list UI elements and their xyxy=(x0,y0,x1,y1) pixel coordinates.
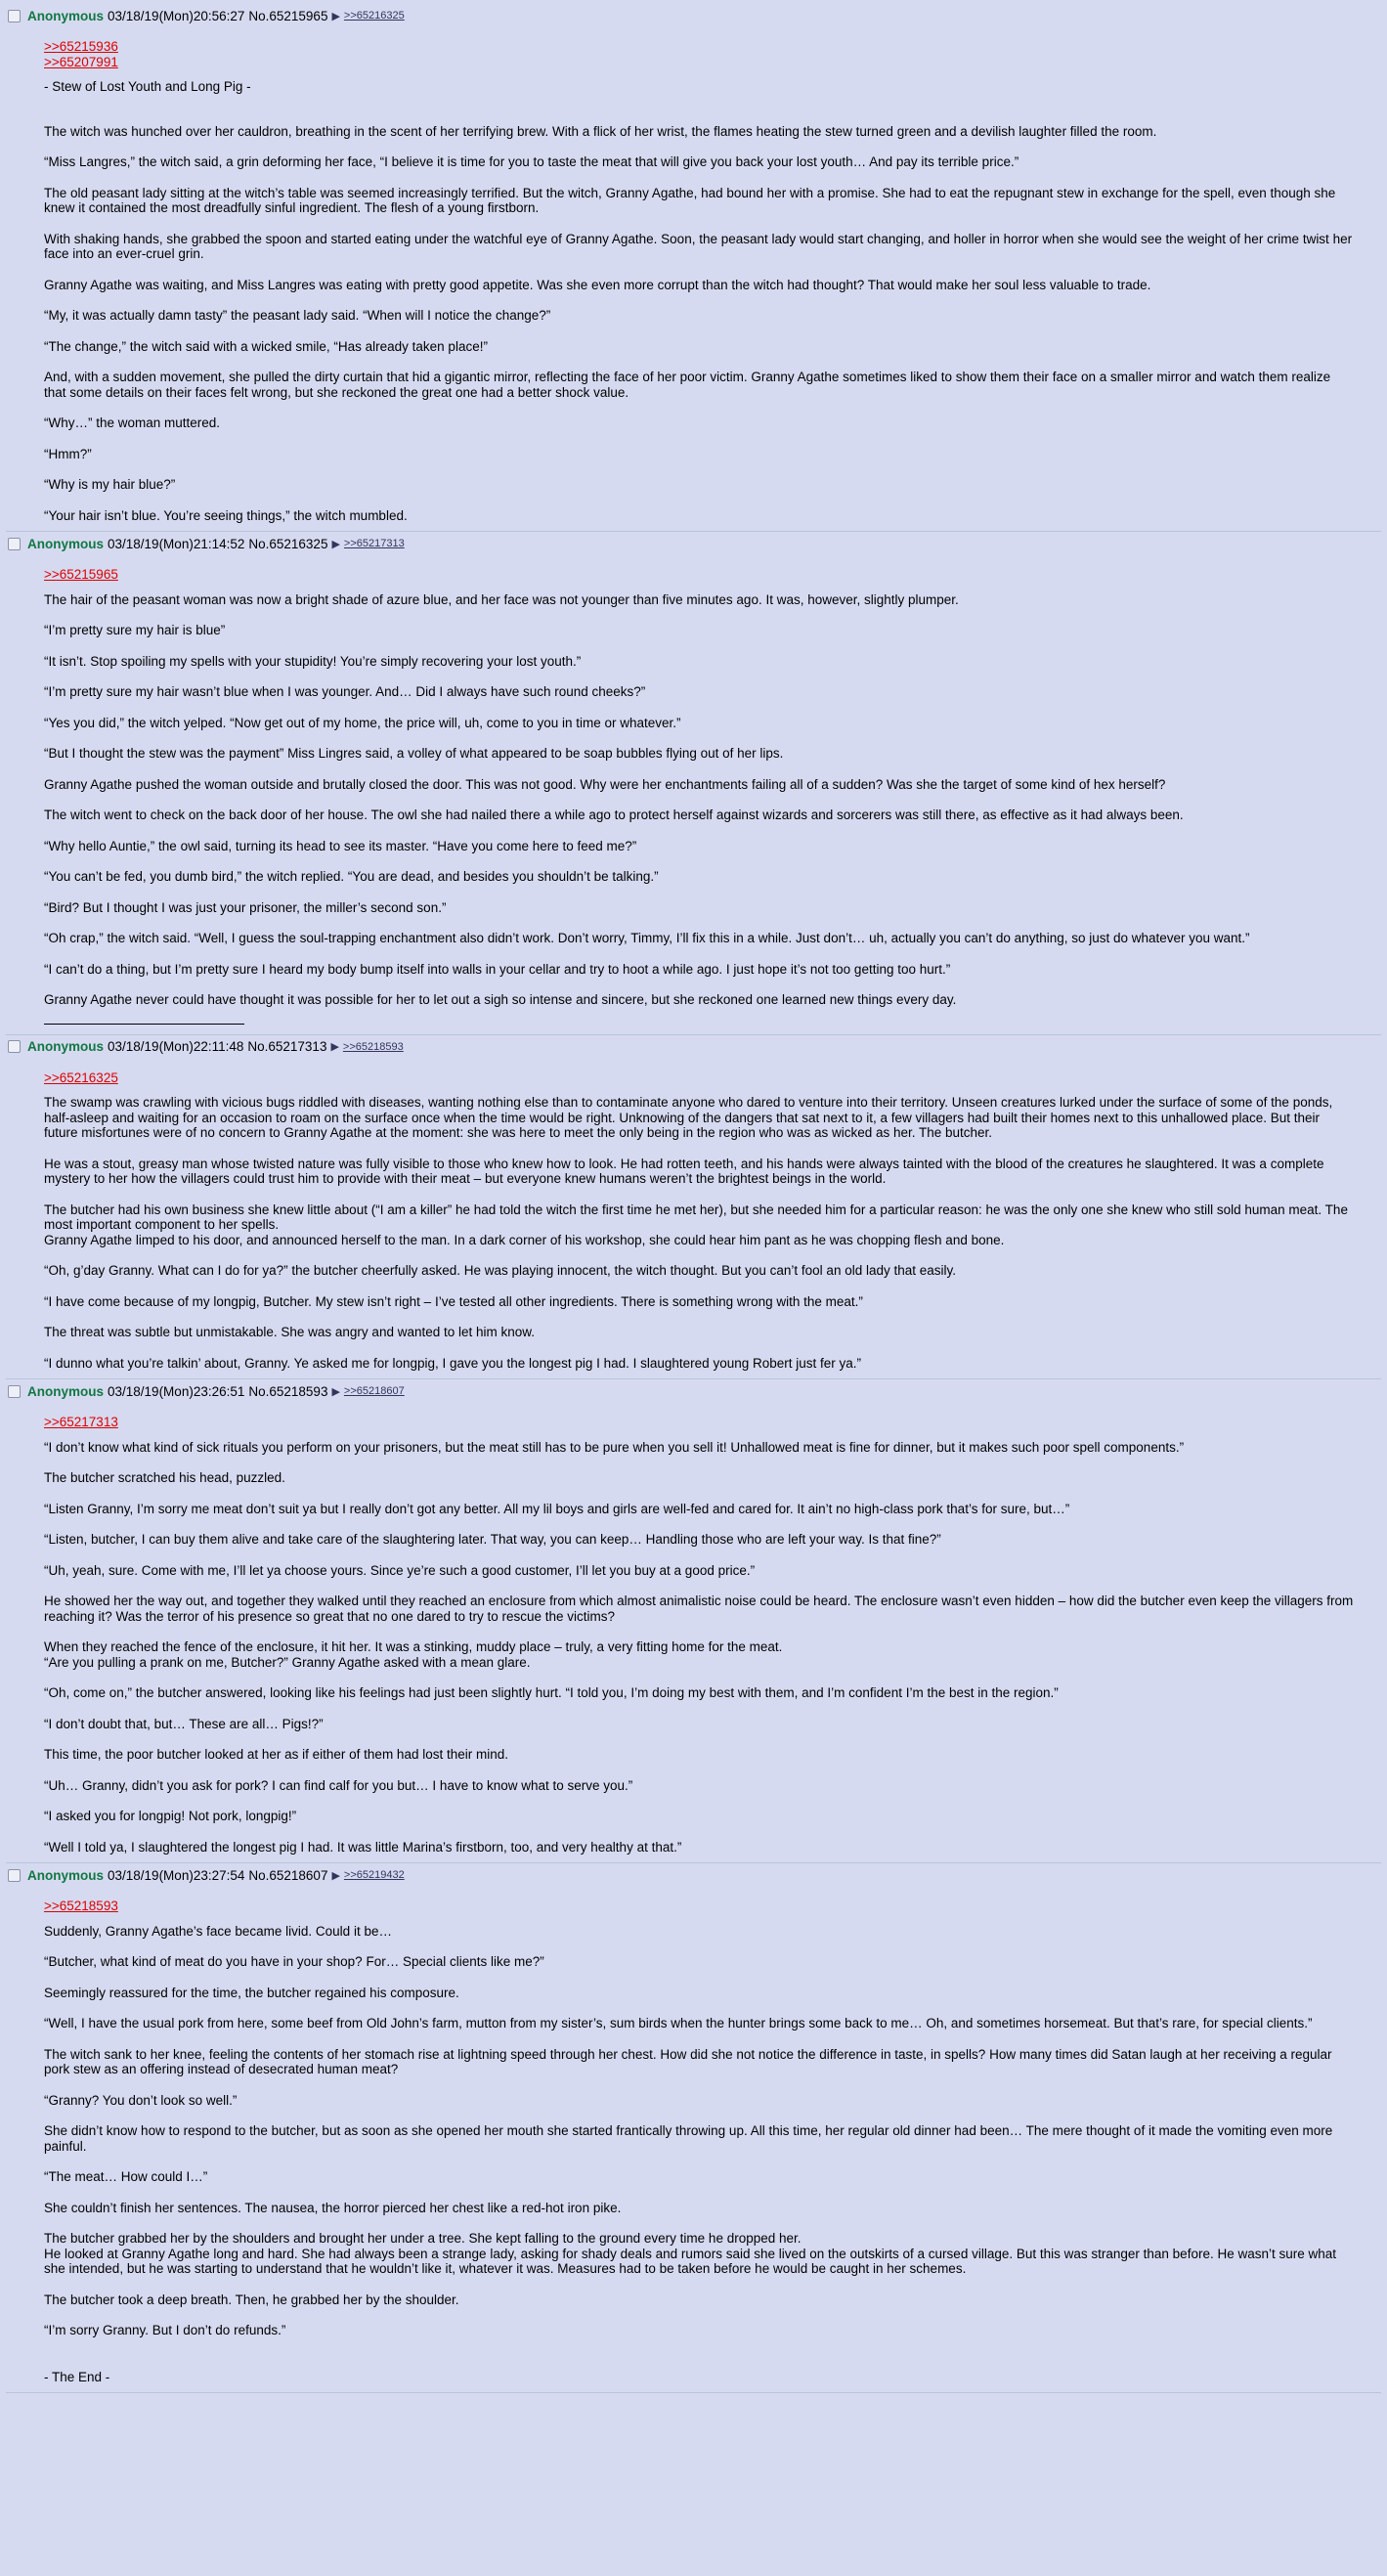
post-paragraph: “Uh, yeah, sure. Come with me, I’ll let ya choose yours. Since ye’re such a good customer, I’ll let you buy at a good price.” xyxy=(44,1562,756,1578)
post-paragraph: The threat was subtle but unmistakable. She was angry and wanted to let him know. xyxy=(44,1325,536,1339)
post-body xyxy=(44,1885,1354,2384)
post-paragraph: “I’m sorry Granny. But I don’t do refunds.” xyxy=(44,2323,286,2337)
post-paragraph: Granny Agathe was waiting, and Miss Langres was eating with pretty good appetite. Was she even more corrupt than the witch had thought? That would make her soul less valuable to trade. xyxy=(44,277,1151,292)
backlink[interactable]: >>65218593 xyxy=(342,1040,404,1053)
post-paragraph: Granny Agathe never could have thought it was possible for her to let out a sigh so intense and sincere, but she reckoned one learned new things every day. xyxy=(44,992,957,1007)
post-body xyxy=(44,1401,1354,1855)
post-paragraph: And, with a sudden movement, she pulled the dirty curtain that hid a gigantic mirror, reflecting the face of her poor victim. Granny Agathe sometimes liked to show them their face on a smaller mirror and watch them realize that some details on their faces felt wrong, but she reckoned the great one had a better shock value. xyxy=(44,370,1331,400)
post-paragraph: “I dunno what you’re talkin’ about, Granny. Ye asked me for longpig, I gave you the longest pig I had. I slaughtered young Robert just fer ya.” xyxy=(44,1355,862,1371)
post-number[interactable]: No.65218593 xyxy=(248,1383,328,1399)
post-paragraph: The witch was hunched over her cauldron, breathing in the scent of her terrifying brew. With a flick of her wrist, the flames heating the stew turned green and a devilish laughter filled the room. xyxy=(44,123,1157,139)
post-paragraph: “The meat… How could I…” xyxy=(44,2169,208,2184)
post-paragraph: “My, it was actually damn tasty” the peasant lady said. “When will I notice the change?” xyxy=(44,308,551,323)
post-number[interactable]: No.65216325 xyxy=(248,536,328,551)
post xyxy=(6,1035,1381,1380)
post-number[interactable]: No.65217313 xyxy=(247,1039,327,1054)
menu-triangle-icon[interactable]: ▶ xyxy=(331,538,340,550)
post-checkbox[interactable] xyxy=(8,1040,21,1053)
post-paragraph: The swamp was crawling with vicious bugs riddled with diseases, wanting nothing else than to contaminate anyone who dared to venture into their territory. Unseen creatures lurked under the surface of some of the ponds, half-asleep and waiting for an occasion to roam on the surface once when the time would be right. Unknowing of the dangers that sat next to it, a few villagers had built their homes next to this unhallowed place. But their future misfortunes were of no concern to Granny Agathe at the moment: she was here to meet the only being in the region who was as wicked as her. The butcher. xyxy=(44,1095,1333,1140)
quote-link[interactable]: >>65218593 xyxy=(44,1899,118,1913)
post-paragraph: “Why hello Auntie,” the owl said, turning its head to see its master. “Have you come here to feed me?” xyxy=(44,838,637,853)
backlink[interactable]: >>65219432 xyxy=(343,1869,405,1881)
post-paragraph: Seemingly reassured for the time, the butcher regained his composure. xyxy=(44,1985,459,2000)
quote-link[interactable]: >>65217313 xyxy=(44,1415,118,1429)
post-paragraph: “Why is my hair blue?” xyxy=(44,477,176,492)
post-paragraph: “Your hair isn’t blue. You’re seeing things,” the witch mumbled. xyxy=(44,507,408,523)
post-paragraph: He was a stout, greasy man whose twisted nature was fully visible to those who knew how to look. He had rotten teeth, and his hands were always tainted with the blood of the creatures he slaughtered. It was a complete mystery to her how the villagers could trust him to provide with their meat – but everyone knew humans weren’t the brightest beings in the world. xyxy=(44,1156,1324,1186)
post-paragraph: When they reached the fence of the enclosure, it hit her. It was a stinking, muddy place – truly, a very fitting home for the meat. “Are you pulling a prank on me, Butcher?” Granny Agathe asked with a mean glare. xyxy=(44,1639,783,1670)
post-paragraph: Granny Agathe pushed the woman outside and brutally closed the door. This was not good. Why were her enchantments failing all of a sudden? Was she the target of some kind of hex herself? xyxy=(44,776,1166,792)
post xyxy=(6,1863,1381,2393)
post-paragraph: “Well I told ya, I slaughtered the longest pig I had. It was little Marina’s firstborn, too, and very healthy at that.” xyxy=(44,1839,682,1855)
post-paragraph: The butcher took a deep breath. Then, he grabbed her by the shoulder. xyxy=(44,2292,459,2307)
post-paragraph: “Granny? You don’t look so well.” xyxy=(44,2092,238,2108)
post xyxy=(6,1379,1381,1863)
post-paragraph: With shaking hands, she grabbed the spoon and started eating under the watchful eye of Granny Agathe. Soon, the peasant lady would start changing, and holler in horror when she would see the weight of her crime twist her face into an ever-cruel grin. xyxy=(44,231,1353,261)
post-paragraph: She couldn’t finish her sentences. The nausea, the horror pierced her chest like a red-hot iron pike. xyxy=(44,2200,622,2215)
post-paragraph: “Well, I have the usual pork from here, some beef from Old John’s farm, mutton from my sister’s, sum birds when the hunter brings some back to me… Oh, and sometimes horsemeat. But that’s rare, for special clients.” xyxy=(44,2016,1313,2030)
post-paragraph: “But I thought the stew was the payment” Miss Lingres said, a volley of what appeared to be soap bubbles flying out of her lips. xyxy=(44,746,784,761)
post-header xyxy=(6,534,1381,553)
post-paragraph: “I can’t do a thing, but I’m pretty sure I heard my body bump itself into walls in your cellar and try to hoot a while ago. I just hope it’s not too getting too hurt.” xyxy=(44,961,951,977)
post-header xyxy=(6,1381,1381,1401)
post-paragraph: She didn’t know how to respond to the butcher, but as soon as she opened her mouth she started frantically throwing up. All this time, her regular old dinner had been… The mere thought of it made the vomiting even more painful. xyxy=(44,2123,1333,2154)
post-number[interactable]: No.65215965 xyxy=(248,8,328,23)
post-paragraph: - The End - xyxy=(44,2369,110,2384)
post-number[interactable]: No.65218607 xyxy=(248,1867,328,1883)
post-paragraph: Suddenly, Granny Agathe’s face became livid. Could it be… xyxy=(44,1923,392,1939)
post-paragraph: “Why…” the woman muttered. xyxy=(44,415,221,430)
post-paragraph: The old peasant lady sitting at the witch’s table was seemed increasingly terrified. But the witch, Granny Agathe, had bound her with a promise. She had to eat the repugnant stew in exchange for the spell, even though she knew it contained the most dreadfully sinful ingredient. The flesh of a young firstborn. xyxy=(44,185,1336,215)
quote-link[interactable]: >>65215965 xyxy=(44,567,118,582)
menu-triangle-icon[interactable]: ▶ xyxy=(331,1869,340,1882)
post-datetime: 03/18/19(Mon)22:11:48 xyxy=(108,1039,244,1054)
post-datetime: 03/18/19(Mon)21:14:52 xyxy=(108,536,245,551)
post-paragraph: “I’m pretty sure my hair is blue” xyxy=(44,623,226,637)
post-datetime: 03/18/19(Mon)23:27:54 xyxy=(108,1867,245,1883)
post-paragraph: “Listen Granny, I’m sorry me meat don’t suit ya but I really don’t got any better. All my lil boys and girls are well-fed and cared for. It ain’t no high-class pork that’s for sure, but…” xyxy=(44,1501,1070,1516)
post-paragraph: “Oh crap,” the witch said. “Well, I guess the soul-trapping enchantment also didn’t work. Don’t worry, Timmy, I’ll fix this in a while. Just don’t… uh, actually you can’t do anything, so just do whatever you want.” xyxy=(44,931,1250,945)
post-paragraph: The hair of the peasant woman was now a bright shade of azure blue, and her face was not younger than five minutes ago. It was, however, slightly plumper. xyxy=(44,591,959,607)
poster-name: Anonymous xyxy=(27,536,105,551)
post-checkbox[interactable] xyxy=(8,538,21,550)
quote-link[interactable]: >>65207991 xyxy=(44,54,118,69)
post-paragraph: “I asked you for longpig! Not pork, longpig!” xyxy=(44,1809,297,1823)
post-paragraph: The butcher had his own business she knew little about (“I am a killer” he had told the witch the first time he met her), but she needed him for a particular reason: he was the only one she knew who still sold human meat. The most important component to her spells. Granny Agathe limped to his door, and announced herself to the man. In a dark corner of his workshop, she could hear him pant as he was chopping flesh and bone. xyxy=(44,1201,1348,1247)
menu-triangle-icon[interactable]: ▶ xyxy=(330,1041,339,1053)
poster-name: Anonymous xyxy=(27,1039,105,1054)
post-paragraph: - Stew of Lost Youth and Long Pig - xyxy=(44,79,251,94)
post-datetime: 03/18/19(Mon)23:26:51 xyxy=(108,1383,245,1399)
post-paragraph: “I don’t doubt that, but… These are all… Pigs!?” xyxy=(44,1716,324,1731)
post-paragraph: The butcher scratched his head, puzzled. xyxy=(44,1470,285,1485)
post xyxy=(6,4,1381,532)
post-paragraph: “Oh, come on,” the butcher answered, looking like his feelings had just been slightly hurt. “I told you, I’m doing my best with them, and I’m confident I’m the best in the region.” xyxy=(44,1685,1059,1700)
post-paragraph: “It isn’t. Stop spoiling my spells with your stupidity! You’re simply recovering your lost youth.” xyxy=(44,653,582,669)
post-header xyxy=(6,1865,1381,1885)
post-datetime: 03/18/19(Mon)20:56:27 xyxy=(108,8,245,23)
post-header xyxy=(6,1037,1381,1057)
quote-link[interactable]: >>65216325 xyxy=(44,1070,118,1085)
poster-name: Anonymous xyxy=(27,1383,105,1399)
post-body xyxy=(44,553,1354,1025)
post-paragraph: The witch went to check on the back door of her house. The owl she had nailed there a while ago to protect herself against wizards and sorcerers was still there, as effective as it had always been. xyxy=(44,808,1184,822)
post-paragraph: “Oh, g’day Granny. What can I do for ya?” the butcher cheerfully asked. He was playing innocent, the witch thought. But you can’t fool an old lady that easily. xyxy=(44,1263,957,1278)
quote-link[interactable]: >>65215936 xyxy=(44,39,118,54)
post-body xyxy=(44,25,1354,523)
separator-line xyxy=(44,1024,244,1025)
poster-name: Anonymous xyxy=(27,1867,105,1883)
post-paragraph: “Miss Langres,” the witch said, a grin deforming her face, “I believe it is time for you to taste the meat that will give you back your lost youth… And pay its terrible price.” xyxy=(44,154,1019,169)
post-checkbox[interactable] xyxy=(8,1385,21,1398)
post-checkbox[interactable] xyxy=(8,1869,21,1882)
post-paragraph: The witch sank to her knee, feeling the contents of her stomach rise at lightning speed through her chest. How did she not notice the difference in taste, in spells? How many times did Satan laugh at her receiving a regular pork stew as an offering instead of desecrated human meat? xyxy=(44,2046,1332,2076)
poster-name: Anonymous xyxy=(27,8,105,23)
backlink[interactable]: >>65218607 xyxy=(343,1385,405,1397)
post-checkbox[interactable] xyxy=(8,10,21,22)
post-paragraph: “Listen, butcher, I can buy them alive and take care of the slaughtering later. That way, you can keep… Handling those who are left your way. Is that fine?” xyxy=(44,1532,941,1547)
post-paragraph: “Butcher, what kind of meat do you have in your shop? For… Special clients like me?” xyxy=(44,1954,544,1969)
menu-triangle-icon[interactable]: ▶ xyxy=(331,10,340,22)
backlink[interactable]: >>65217313 xyxy=(343,538,405,549)
post-paragraph: This time, the poor butcher looked at her as if either of them had lost their mind. xyxy=(44,1747,508,1762)
post-paragraph: The butcher grabbed her by the shoulders and brought her under a tree. She kept falling to the ground every time he dropped her. He looked at Granny Agathe long and hard. She had always been a strange lady, asking for shady deals and rumors said she lived on the outskirts of a cursed village. But this was stranger than before. He wasn’t sure what she intended, but he was starting to understand that he wouldn’t like it, whatever it was. Measures had to be taken before he would be caught in her schemes. xyxy=(44,2231,1337,2276)
post-paragraph: He showed her the way out, and together they walked until they reached an enclosure from which almost animalistic noise could be heard. The enclosure wasn’t even hidden – how did the butcher even keep the villagers from reaching it? Was the terror of his presence so great that no one dared to try to rescue the victims? xyxy=(44,1594,1354,1624)
post-header xyxy=(6,6,1381,25)
menu-triangle-icon[interactable]: ▶ xyxy=(331,1385,340,1398)
post xyxy=(6,532,1381,1035)
post-paragraph: “The change,” the witch said with a wicked smile, “Has already taken place!” xyxy=(44,338,488,354)
post-body xyxy=(44,1057,1354,1372)
post-paragraph: “I have come because of my longpig, Butcher. My stew isn’t right – I’ve tested all other ingredients. There is something wrong with the meat.” xyxy=(44,1293,863,1309)
post-paragraph: “Hmm?” xyxy=(44,446,92,461)
backlink[interactable]: >>65216325 xyxy=(343,10,405,22)
post-paragraph: “I’m pretty sure my hair wasn’t blue when I was younger. And… Did I always have such round cheeks?” xyxy=(44,684,646,699)
post-paragraph: “Uh… Granny, didn’t you ask for pork? I can find calf for you but… I have to know what to serve you.” xyxy=(44,1777,633,1793)
post-paragraph: “Bird? But I thought I was just your prisoner, the miller’s second son.” xyxy=(44,899,447,915)
post-paragraph: “I don’t know what kind of sick rituals you perform on your prisoners, but the meat still has to be pure when you sell it! Unhallowed meat is fine for dinner, but it makes such poor spell components.” xyxy=(44,1439,1185,1455)
post-paragraph: “You can’t be fed, you dumb bird,” the witch replied. “You are dead, and besides you shouldn’t be talking.” xyxy=(44,869,659,884)
post-paragraph: “Yes you did,” the witch yelped. “Now get out of my home, the price will, uh, come to you in time or whatever.” xyxy=(44,715,681,730)
